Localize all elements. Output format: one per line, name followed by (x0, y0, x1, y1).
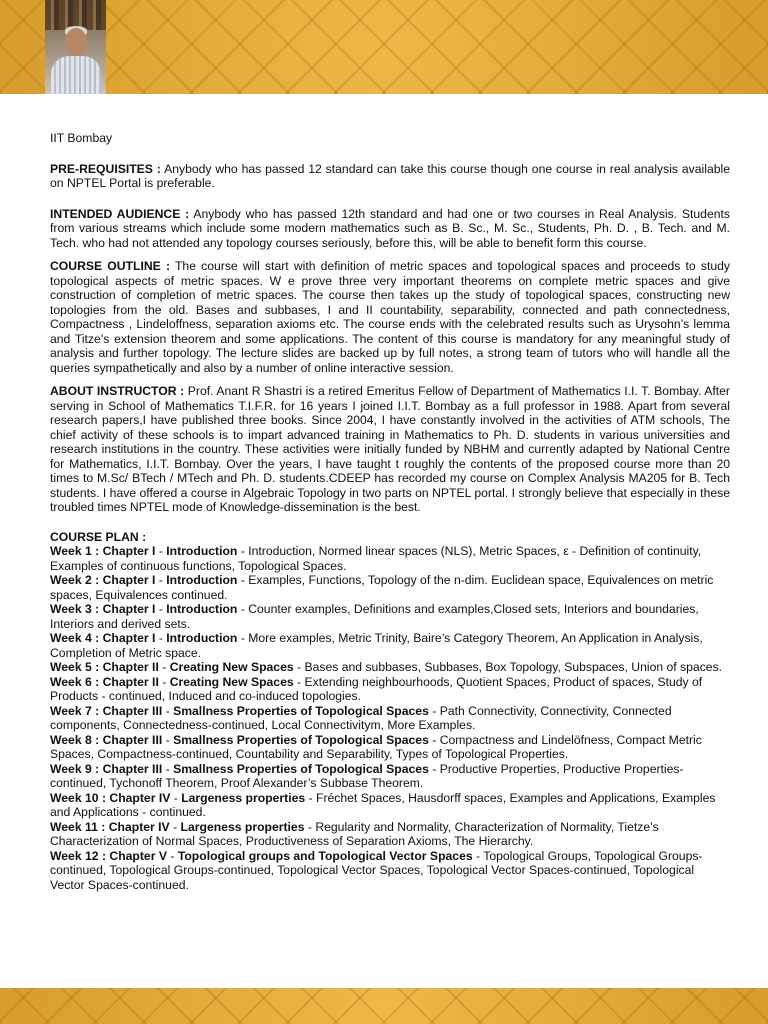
week-row: Week 11 : Chapter IV - Largeness properties - Regularity and Normality, Characterization of Normality, Tietze’s Characterization of Normal Spaces, Productiveness of Separation Axioms, The Hierarchy. (50, 819, 659, 848)
week-row: Week 1 : Chapter I - Introduction - Introduction, Normed linear spaces (NLS), Metric Spaces, ε - Definition of continuity, Examples of continuous functions, Topological Spaces. (50, 544, 702, 573)
week-title: Creating New Spaces (169, 660, 294, 674)
institute-name: IIT Bombay (50, 131, 113, 145)
week-chapter: Chapter III (102, 732, 163, 747)
week-row: Week 8 : Chapter III - Smallness Properties of Topological Spaces - Compactness and Lindelöfness, Compact Metric Spaces, Compactness-continued, Countability and Separability, Types of Topological Properties. (50, 732, 702, 761)
about-instructor-label: ABOUT INSTRUCTOR : (50, 384, 185, 398)
week-number: Week 5 : (50, 660, 100, 674)
week-chapter: Chapter III (102, 703, 163, 718)
week-title: Largeness properties (180, 819, 305, 834)
instructor-photo (45, 0, 106, 94)
week-title: Topological groups and Topological Vector Spaces (177, 848, 473, 863)
course-plan (50, 530, 730, 893)
week-row: Week 6 : Chapter II - Creating New Spaces - Extending neighbourhoods, Quotient Spaces, Product of spaces, Study of Products - continued, Induced and co-induced topologies. (50, 674, 703, 703)
prerequisites-section (50, 162, 730, 191)
course-plan-label (50, 530, 730, 545)
week-row: Week 12 : Chapter V - Topological groups and Topological Vector Spaces - Topological Groups, Topological Groups-continued, Topological Groups-continued, Topological Vector Spaces, Topological Vector Spaces-continued, Topological Vector Spaces-continued. (50, 848, 703, 892)
week-topics: Regularity and Normality, Characterization of Normality, Tietze’s Characterization of Normal Spaces, Productiveness of Separation Axioms, The Hierarchy. (50, 819, 659, 848)
week-chapter: Chapter IV (109, 790, 171, 805)
week-number: Week 4 : (50, 631, 100, 645)
week-topics: Introduction, Normed linear spaces (NLS), Metric Spaces, ε - Definition of continuity, Examples of continuous functions, Topological Spaces. (50, 544, 702, 573)
week-title: Smallness Properties of Topological Spaces (173, 703, 429, 718)
week-row: Week 2 : Chapter I - Introduction - Examples, Functions, Topology of the n-dim. Euclidean space, Equivalences on metric spaces, Equivalences continued. (50, 573, 714, 602)
week-title: Smallness Properties of Topological Spaces (173, 761, 429, 776)
week-topics-continued: spaces, Equivalences continued. (50, 587, 228, 602)
course-outline-section (50, 259, 730, 375)
week-chapter: Chapter III (102, 761, 163, 776)
week-chapter: Chapter I (102, 602, 156, 616)
week-chapter: Chapter I (102, 573, 156, 587)
week-number: Week 1 : (50, 544, 100, 558)
week-topics: Fréchet Spaces, Hausdorff spaces, Examples and Applications, Examples and Applications - continued. (50, 790, 716, 819)
week-title: Introduction (166, 573, 238, 587)
week-number: Week 11 : (50, 819, 106, 834)
week-topics: More examples, Metric Trinity, Baire’s Category Theorem, An Application in Analysis, Completion of Metric space. (50, 631, 703, 660)
week-number: Week 9 : (50, 761, 100, 776)
week-number: Week 3 : (50, 602, 100, 616)
photo-shirt (51, 56, 101, 94)
week-row: Week 10 : Chapter IV - Largeness properties - Fréchet Spaces, Hausdorff spaces, Examples and Applications, Examples and Applications - continued. (50, 790, 716, 819)
week-chapter: Chapter I (102, 544, 156, 558)
course-outline-label: COURSE OUTLINE : (50, 259, 171, 273)
intended-audience-section (50, 207, 730, 251)
prerequisites-label: PRE-REQUISITES : (50, 161, 161, 176)
week-number: Week 7 : (50, 703, 100, 718)
course-outline-text: The course will start with definition of metric spaces and topological spaces and proceeds to study topological aspects of metric spaces. W e prove three very important theorems on complete metric spaces and give construction of completion of metric spaces. The course then takes up the study of topological spaces, constructing new topologies from the old. Bases and subbases, I and II countability, separability, connected and path connectedness, Compactness , Lindeloffness, separation axioms etc. The course ends with the celebrated results such as Urysohn’s lemma and Titze’s extension theorem and some applications. The content of this course is mandatory for any meaningful study of analysis and further topology. The lecture slides are backed up by full notes, a strong team of tutors who will handle all the queries sympathetically and also by a number of online interactive session. (50, 259, 730, 375)
header-banner (0, 0, 768, 94)
about-instructor-section (50, 384, 730, 515)
week-number: Week 10 : (50, 790, 107, 805)
week-topics: Topological Groups, Topological Groups-continued, Topological Groups-continued, Topological Vector Spaces, Topological Vector Spaces-continued, Topological Vector Spaces-continued. (50, 848, 703, 892)
week-row: Week 3 : Chapter I - Introduction - Counter examples, Definitions and examples,Closed sets, Interiors and boundaries, Interiors and derived sets. (50, 602, 699, 631)
about-instructor-text: Prof. Anant R Shastri is a retired Emeritus Fellow of Department of Mathematics I.I. T. Bombay. After serving in School of Mathematics T.I.F.R. for 16 years I joined I.I.T. Bombay as a full professor in 1988. Apart from several research papers,I have published three books. Since 2004, I have constantly involved in the activities of ATM schools, The chief activity of these schools is to impart advanced training in Mathematics to Ph. D. students in various universities and research institutions in the country. These activities were initially funded by NBHM and currently adapted by National Centre for Mathematics, I.I.T. Bombay. Over the years, I have taught t roughly the contents of the proposed course more than 20 times to M.Sc/ BTech / MTech and Ph. D. students.CDEEP has recorded my course on Complex Analysis MA205 for B. Tech students. I have offered a course in Algebraic Topology in two parts on NPTEL portal. I strongly believe that especially in these troubled times NPTEL mode of Knowledge-dissemination is the best. (50, 384, 730, 514)
course-plan-heading: COURSE PLAN : (50, 529, 147, 544)
photo-face (65, 28, 87, 56)
week-title: Introduction (166, 544, 238, 558)
week-row: Week 5 : Chapter II - Creating New Spaces - Bases and subbases, Subbases, Box Topology, Subspaces, Union of spaces. (50, 660, 723, 674)
intended-audience-label: INTENDED AUDIENCE : (50, 206, 190, 221)
footer-banner (0, 988, 768, 1024)
week-topics: Examples, Functions, Topology of the n-dim. Euclidean space, Equivalences on metric (248, 573, 714, 587)
week-topics: Extending neighbourhoods, Quotient Spaces, Product of spaces, Study of Products - continued, Induced and co-induced topologies. (50, 674, 703, 703)
week-number: Week 12 : (50, 848, 107, 863)
week-topics: Counter examples, Definitions and examples,Closed sets, Interiors and boundaries, Interiors and derived sets. (50, 602, 699, 631)
week-topics: Path Connectivity, Connectivity, Connected components, Connectedness-continued, Local Connectivitym, More Examples. (50, 703, 672, 732)
intended-audience-text: Anybody who has passed 12th standard and had one or two courses in Real Analysis. Students from various streams which include some modern mathematics such as B. Sc., M. Sc., Students, Ph. D. , B. Tech. and M. Tech. who had not attended any topology courses seriously, before this, will be able to benefit form this course. (50, 206, 730, 250)
week-number: Week 6 : (50, 674, 100, 689)
week-title: Smallness Properties of Topological Spaces (173, 732, 429, 747)
week-row: Week 4 : Chapter I - Introduction - More examples, Metric Trinity, Baire’s Category Theorem, An Application in Analysis, Completion of Metric space. (50, 631, 703, 660)
week-number: Week 2 : (50, 573, 100, 587)
week-title: Introduction (166, 631, 238, 645)
week-number: Week 8 : (50, 732, 100, 747)
week-chapter: Chapter II (102, 674, 159, 689)
week-chapter: Chapter V (109, 848, 167, 863)
week-row: Week 9 : Chapter III - Smallness Properties of Topological Spaces - Productive Properties, Productive Properties-continued, Tychonoff Theorem, Proof Alexander’s Subbase Theorem. (50, 761, 684, 790)
course-plan-weeks (50, 544, 730, 892)
week-chapter: Chapter II (102, 660, 159, 674)
week-topics: Compactness and Lindelöfness, Compact Metric Spaces, Compactness-continued, Countability and Separability, Types of Topological Properties. (50, 732, 702, 761)
week-title: Largeness properties (181, 790, 306, 805)
week-row: Week 7 : Chapter III - Smallness Properties of Topological Spaces - Path Connectivity, Connectivity, Connected components, Connectedness-continued, Local Connectivitym, More Examples. (50, 703, 672, 732)
prerequisites-text: Anybody who has passed 12 standard can take this course though one course in real analysis available on NPTEL Portal is preferable. (50, 161, 730, 190)
week-title: Introduction (166, 602, 238, 616)
week-topics: Bases and subbases, Subbases, Box Topology, Subspaces, Union of spaces. (304, 660, 723, 674)
week-chapter: Chapter I (102, 631, 156, 645)
week-title: Creating New Spaces (169, 674, 294, 689)
course-document (50, 131, 730, 892)
week-chapter: Chapter IV (108, 819, 170, 834)
week-topics: Productive Properties, Productive Properties-continued, Tychonoff Theorem, Proof Alexander’s Subbase Theorem. (50, 761, 684, 790)
